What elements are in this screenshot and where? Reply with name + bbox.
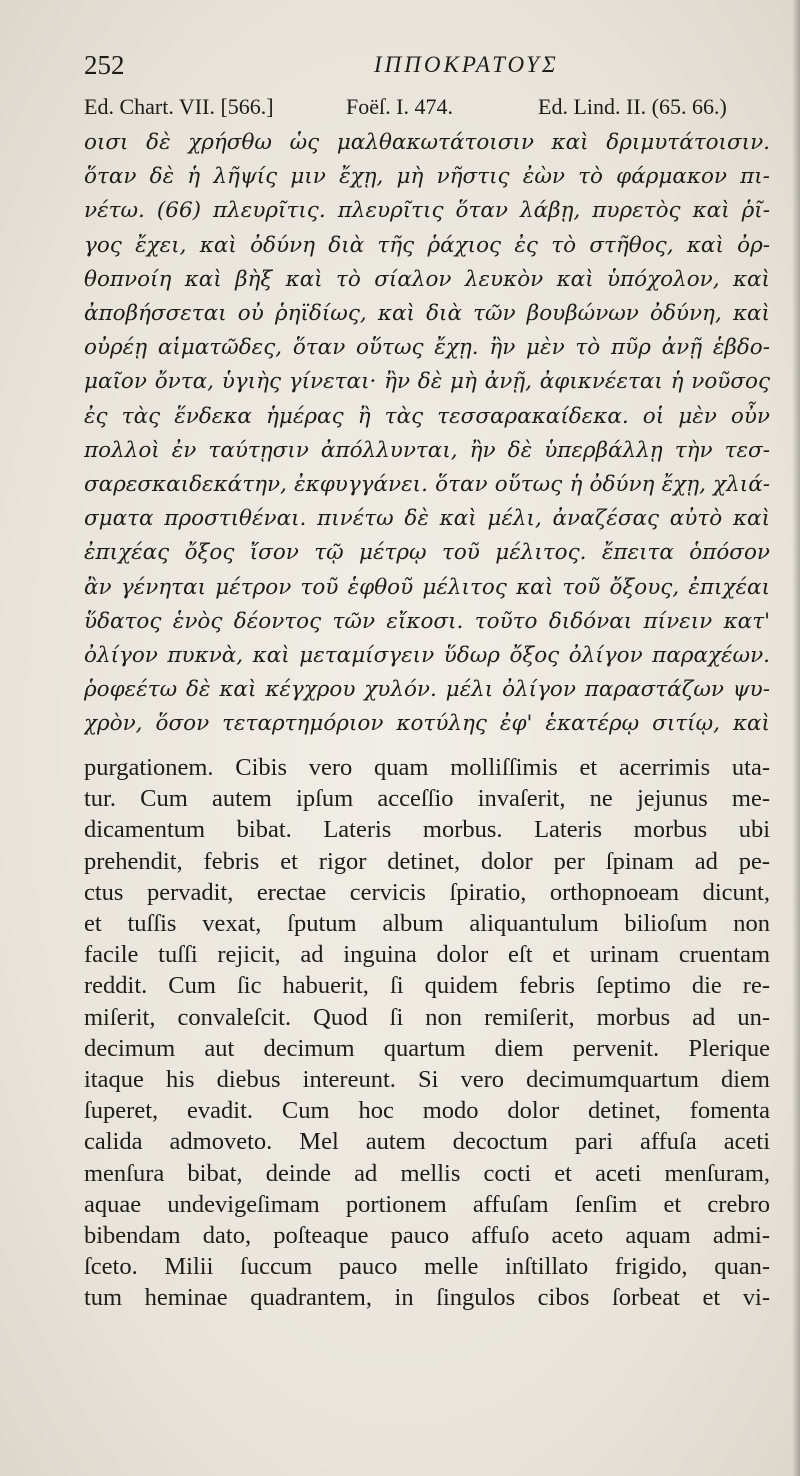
latin-text-line: miſerit, convaleſcit. Quod ſi non remiſerit, morbus ad un- — [84, 1003, 770, 1031]
page-header — [84, 50, 774, 86]
greek-text-line: μαῖον ὄντα, ὑγιὴς γίνεται· ἢν δὲ μὴ ἀνῇ, ἀφικνέεται ἡ νοῦσος — [84, 369, 770, 395]
latin-text-line: tum heminae quadrantem, in ſingulos cibos ſorbeat et vi- — [84, 1284, 770, 1312]
greek-text-line: πολλοὶ ἐν ταύτῃσιν ἀπόλλυνται, ἢν δὲ ὑπερβάλλῃ τὴν τεσ- — [84, 437, 770, 463]
edition-references — [84, 94, 774, 126]
latin-text-line: dicamentum bibat. Lateris morbus. Lateris morbus ubi — [84, 816, 770, 844]
latin-text-line: bibendam dato, poſteaque pauco affuſo aceto aquam admi- — [84, 1222, 770, 1250]
latin-text-line: tur. Cum autem ipſum acceſſio invaſerit, ne jejunus me- — [84, 785, 770, 813]
latin-text-line: prehendit, febris et rigor detinet, dolor per ſpinam ad pe- — [84, 847, 770, 875]
greek-text-line: ἀποβήσσεται οὐ ῥηϊδίως, καὶ διὰ τῶν βουβώνων ὀδύνη, καὶ — [84, 301, 770, 327]
latin-text-line: purgationem. Cibis vero quam molliſſimis et acerrimis uta- — [84, 754, 770, 781]
greek-text-line: οισι δὲ χρήσθω ὡς μαλθακωτάτοισιν καὶ δριμυτάτοισιν. — [84, 130, 770, 155]
greek-text-line: νέτω. (66) πλευρῖτις. πλευρῖτις ὅταν λάβῃ, πυρετὸς καὶ ῥῖ- — [84, 198, 770, 224]
greek-text-line: ὕδατος ἑνὸς δέοντος τῶν εἴκοσι. τοῦτο διδόναι πίνειν κατ' — [84, 608, 770, 634]
latin-text-line: et tuſſis vexat, ſputum album aliquantulum bilioſum non — [84, 910, 770, 938]
greek-text-line: ὅταν δὲ ἡ λῆψίς μιν ἔχῃ, μὴ νῆστις ἐὼν τὸ φάρμακον πι- — [84, 164, 770, 190]
edition-foes: Foëſ. I. 474. — [346, 94, 453, 119]
greek-text-block — [84, 126, 770, 742]
greek-text-line: ἂν γένηται μέτρον τοῦ ἑφθοῦ μέλιτος καὶ τοῦ ὄξους, ἐπιχέαι — [84, 574, 770, 600]
latin-text-line: aquae undevigeſimam portionem affuſam ſenſim et crebro — [84, 1190, 770, 1218]
latin-text-line: menſura bibat, deinde ad mellis cocti et aceti menſuram, — [84, 1159, 770, 1187]
greek-text-line: γος ἔχει, καὶ ὀδύνη διὰ τῆς ῥάχιος ἐς τὸ στῆθος, καὶ ὀρ- — [84, 232, 770, 258]
running-title: ΙΠΠΟΚΡΑΤΟΥΣ — [374, 52, 559, 77]
greek-text-line: ῥοφεέτω δὲ καὶ κέγχρου χυλόν. μέλι ὀλίγον παραστάζων ψυ- — [84, 677, 770, 703]
latin-text-line: calida admoveto. Mel autem decoctum pari affuſa aceti — [84, 1128, 770, 1156]
greek-text-line: θοπνοίη καὶ βὴξ καὶ τὸ σίαλον λευκὸν καὶ ὑπόχολον, καὶ — [84, 266, 770, 292]
latin-text-line: ſceto. Milii ſuccum pauco melle inſtillato frigido, quan- — [84, 1253, 770, 1281]
greek-text-line: ἐπιχέας ὄξος ἴσον τῷ μέτρῳ τοῦ μέλιτος. ἔπειτα ὁπόσον — [84, 540, 770, 566]
latin-text-line: ctus pervadit, erectae cervicis ſpiratio, orthopnoeam dicunt, — [84, 878, 770, 906]
greek-text-line: ἐς τὰς ἕνδεκα ἡμέρας ἢ τὰς τεσσαρακαίδεκα. οἱ μὲν οὖν — [84, 403, 770, 429]
greek-text-line: σαρεσκαιδεκάτην, ἐκφυγγάνει. ὅταν οὕτως ἡ ὀδύνη ἔχῃ, χλιά- — [84, 472, 770, 498]
edition-chartier: Ed. Chart. VII. [566.] — [84, 94, 274, 119]
latin-text-line: itaque his diebus intereunt. Si vero decimumquartum diem — [84, 1066, 770, 1094]
latin-text-line: reddit. Cum ſic habuerit, ſi quidem febris ſeptimo die re- — [84, 972, 770, 1000]
latin-text-line: facile tuſſi rejicit, ad inguina dolor eſt et urinam cruentam — [84, 941, 770, 969]
greek-text-line: ὀλίγον πυκνὰ, καὶ μεταμίσγειν ὕδωρ ὄξος ὀλίγον παραχέων. — [84, 643, 770, 669]
greek-text-line: οὐρέῃ αἱματῶδες, ὅταν οὕτως ἔχῃ. ἢν μὲν τὸ πῦρ ἀνῇ ἑβδο- — [84, 335, 770, 361]
greek-text-line: σματα προστιθέναι. πινέτω δὲ καὶ μέλι, ἀναζέσας αὐτὸ καὶ — [84, 506, 770, 532]
latin-text-block — [84, 752, 770, 1314]
latin-text-line: ſuperet, evadit. Cum hoc modo dolor detinet, fomenta — [84, 1097, 770, 1125]
edition-linden: Ed. Lind. II. (65. 66.) — [538, 94, 727, 119]
latin-text-line: decimum aut decimum quartum diem pervenit. Plerique — [84, 1034, 770, 1062]
page-number: 252 — [84, 50, 125, 80]
greek-text-line: χρὸν, ὅσον τεταρτημόριον κοτύλης ἐφ' ἑκατέρῳ σιτίῳ, καὶ — [84, 711, 770, 737]
page-edge-shadow — [792, 0, 800, 1476]
